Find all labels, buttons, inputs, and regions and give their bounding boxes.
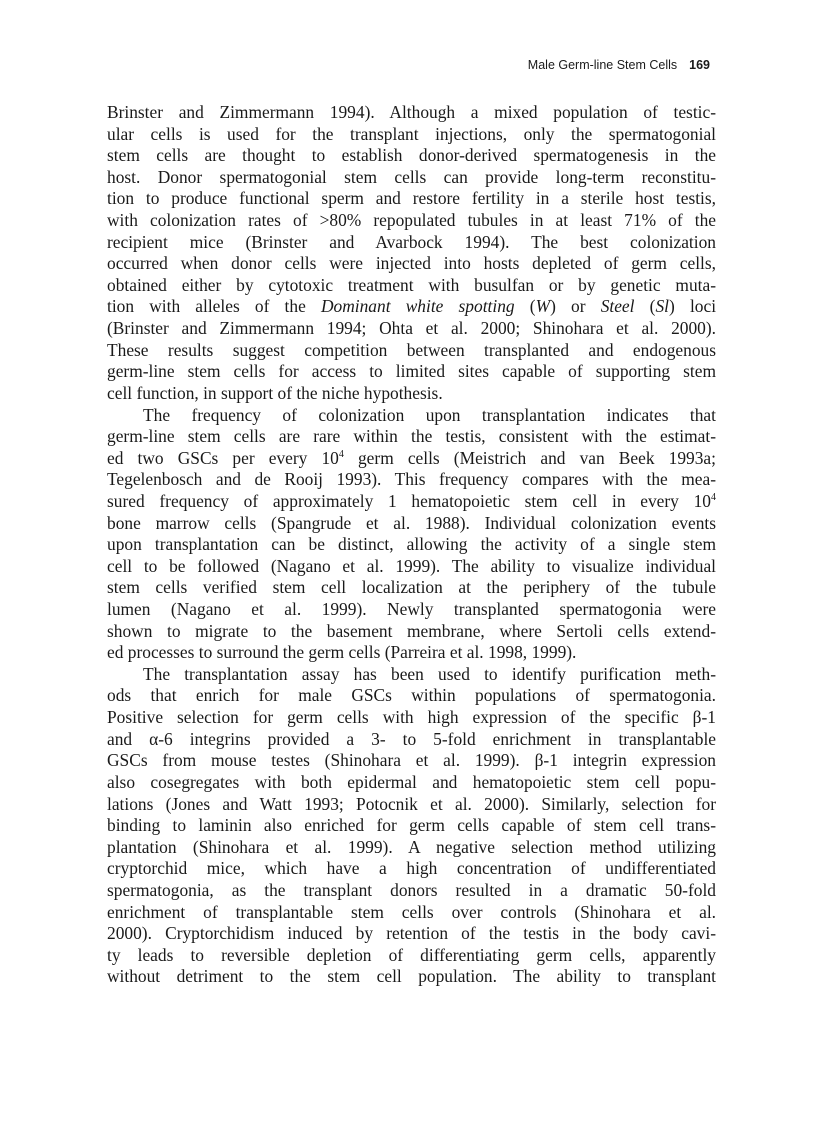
text-line: 2000). Cryptorchidism induced by retention of the testis in the body cavi- (107, 923, 716, 944)
text-segment: sured frequency of approximately 1 hematopoietic stem cell in every 10 (107, 490, 711, 511)
text-line: shown to migrate to the basement membrane, where Sertoli cells extend- (107, 620, 716, 641)
text-line: germ-line stem cells are rare within the testis, consistent with the estimat- (107, 426, 716, 447)
text-line: The frequency of colonization upon transplantation indicates that (143, 404, 716, 425)
text-segment: ) or (550, 296, 601, 317)
italic-text: Dominant white spotting (320, 296, 515, 317)
text-line: upon transplantation can be distinct, allowing the activity of a single stem (107, 534, 716, 555)
text-line: Tegelenbosch and de Rooij 1993). This frequency compares with the mea- (107, 469, 716, 490)
text-line: Brinster and Zimmermann 1994). Although a mixed population of testic- (107, 102, 716, 122)
text-line: also cosegregates with both epidermal and hematopoietic stem cell popu- (107, 771, 716, 792)
text-line: cell to be followed (Nagano et al. 1999). The ability to visualize individual (107, 555, 716, 576)
running-title: Male Germ-line Stem Cells (527, 58, 678, 72)
text-line: with colonization rates of >80% repopulated tubules in at least 71% of the (107, 210, 716, 231)
text-line: The transplantation assay has been used to identify purification meth- (143, 663, 716, 684)
text-line: Positive selection for germ cells with high expression of the specific β-1 (107, 707, 716, 728)
text-line (107, 448, 716, 470)
text-line: germ-line stem cells for access to limited sites capable of supporting stem (107, 361, 716, 382)
text-line: obtained either by cytotoxic treatment with busulfan or by genetic muta- (107, 274, 716, 295)
text-line: lations (Jones and Watt 1993; Potocnik et al. 2000). Similarly, selection for (107, 793, 716, 814)
text-segment: ed two GSCs per every 10 (107, 447, 339, 468)
text-line: plantation (Shinohara et al. 1999). A negative selection method utilizing (107, 836, 716, 857)
text-line: bone marrow cells (Spangrude et al. 1988). Individual colonization events (107, 512, 716, 533)
text-line: stem cells verified stem cell localization at the periphery of the tubule (107, 577, 716, 598)
text-line: cell function, in support of the niche hypothesis. (107, 382, 443, 403)
superscript: 4 (338, 448, 344, 460)
text-line: occurred when donor cells were injected into hosts depleted of germ cells, (107, 253, 716, 274)
text-line: host. Donor spermatogonial stem cells can provide long-term reconstitu- (107, 166, 716, 187)
text-line: binding to laminin also enriched for germ cells capable of stem cell trans- (107, 815, 716, 836)
text-segment: ( (514, 296, 536, 317)
text-segment: ( (634, 296, 656, 317)
text-line: stem cells are thought to establish donor-derived spermatogenesis in the (107, 145, 716, 166)
superscript: 4 (711, 491, 716, 503)
page-number: 169 (689, 58, 710, 72)
text-line: ular cells is used for the transplant injections, only the spermatogonial (107, 123, 716, 144)
body-text (107, 102, 716, 988)
text-line: lumen (Nagano et al. 1999). Newly transplanted spermatogonia were (107, 599, 716, 620)
text-line: (Brinster and Zimmermann 1994; Ohta et al. 2000; Shinohara et al. 2000). (107, 318, 716, 339)
text-line: ty leads to reversible depletion of differentiating germ cells, apparently (107, 944, 716, 965)
text-line: enrichment of transplantable stem cells over controls (Shinohara et al. (107, 901, 716, 922)
text-line: These results suggest competition between transplanted and endogenous (107, 339, 716, 360)
text-line: without detriment to the stem cell population. The ability to transplant (107, 966, 716, 987)
text-segment: ) loci (668, 296, 717, 317)
running-header (528, 58, 710, 72)
text-line: cryptorchid mice, which have a high concentration of undifferentiated (107, 858, 716, 879)
italic-text: W (535, 296, 551, 317)
text-line: tion to produce functional sperm and restore fertility in a sterile host testis, (107, 188, 716, 209)
text-line: GSCs from mouse testes (Shinohara et al. 1999). β-1 integrin expression (107, 750, 716, 771)
text-line (107, 491, 716, 513)
text-line: ods that enrich for male GSCs within populations of spermatogonia. (107, 685, 716, 706)
text-line (107, 296, 716, 318)
text-line: and α-6 integrins provided a 3- to 5-fold enrichment in transplantable (107, 728, 716, 749)
text-line: ed processes to surround the germ cells (Parreira et al. 1998, 1999). (107, 642, 577, 663)
text-segment: tion with alleles of the (107, 296, 321, 317)
text-line: spermatogonia, as the transplant donors resulted in a dramatic 50-fold (107, 879, 716, 900)
text-segment: germ cells (Meistrich and van Beek 1993a; (343, 447, 716, 468)
italic-text: Steel (600, 296, 635, 317)
text-line: recipient mice (Brinster and Avarbock 1994). The best colonization (107, 231, 716, 252)
italic-text: Sl (655, 296, 669, 317)
